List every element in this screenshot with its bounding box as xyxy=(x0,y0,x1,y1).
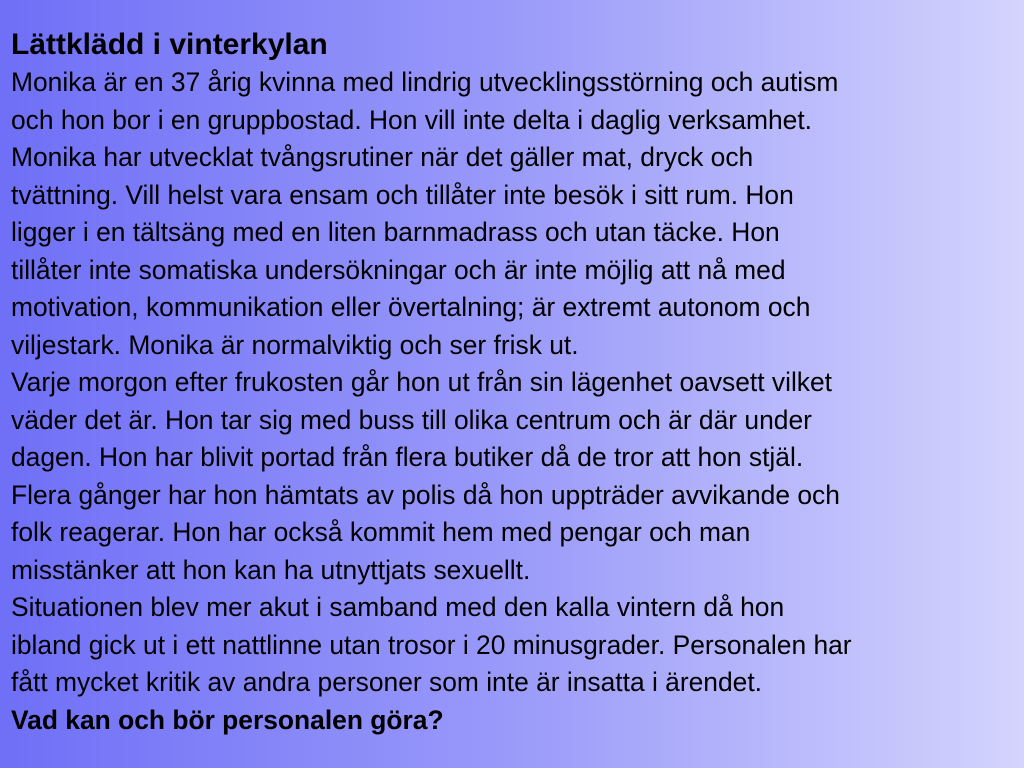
discussion-question: Vad kan och bör personalen göra? xyxy=(11,704,444,735)
text-line: dagen. Hon har blivit portad från flera butiker då de tror att hon stjäl. xyxy=(11,442,804,472)
text-line: misstänker att hon kan ha utnyttjats sexuellt. xyxy=(11,554,531,585)
text-line: Monika är en 37 årig kvinna med lindrig utvecklingsstörning och autism xyxy=(11,67,839,97)
text-line: väder det är. Hon tar sig med buss till olika centrum och är där under xyxy=(11,404,812,435)
text-line: Situationen blev mer akut i samband med den kalla vintern då hon xyxy=(11,592,785,622)
paragraph-daily-routine xyxy=(11,364,1016,589)
text-line: ibland gick ut i ett nattlinne utan trosor i 20 minusgrader. Personalen har xyxy=(11,629,852,660)
paragraph-background xyxy=(11,64,1016,364)
text-line: tvättning. Vill helst vara ensam och tillåter inte besök i sitt rum. Hon xyxy=(11,179,794,210)
slide-title: Lättklädd i vinterkylan xyxy=(11,28,328,61)
text-line: Varje morgon efter frukosten går hon ut från sin lägenhet oavsett vilket xyxy=(11,367,833,397)
text-line: och hon bor i en gruppbostad. Hon vill inte delta i daglig verksamhet. xyxy=(11,104,812,135)
text-line: ligger i en tältsäng med en liten barnmadrass och utan täcke. Hon xyxy=(11,217,780,247)
text-line: fått mycket kritik av andra personer som inte är insatta i ärendet. xyxy=(11,667,762,697)
text-line: Flera gånger har hon hämtats av polis då hon uppträder avvikande och xyxy=(11,479,840,510)
text-line: Monika har utvecklat tvångsrutiner när det gäller mat, dryck och xyxy=(11,142,754,172)
text-line: viljestark. Monika är normalviktig och ser frisk ut. xyxy=(11,329,579,360)
text-line: folk reagerar. Hon har också kommit hem med pengar och man xyxy=(11,517,751,547)
text-line: tillåter inte somatiska undersökningar och är inte möjlig att nå med xyxy=(11,254,786,285)
paragraph-situation xyxy=(11,589,1016,702)
text-line: motivation, kommunikation eller övertalning; är extremt autonom och xyxy=(11,292,811,322)
